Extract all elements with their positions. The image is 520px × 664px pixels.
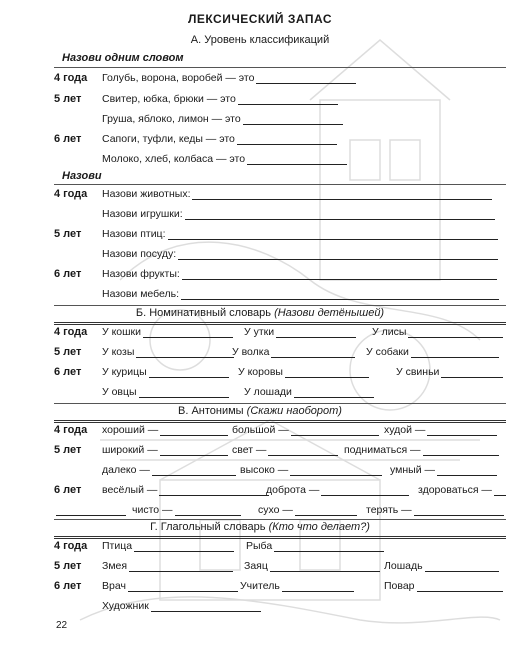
answer-line[interactable] (425, 560, 499, 572)
answer-line[interactable] (414, 504, 504, 516)
page-title: ЛЕКСИЧЕСКИЙ ЗАПАС (187, 12, 333, 26)
antonym-row (54, 424, 514, 440)
verb-item (102, 580, 238, 592)
item-text: У кошки (102, 326, 142, 338)
naming-item (102, 268, 497, 280)
antonym-item (258, 504, 357, 516)
classification-row (54, 153, 514, 169)
item-text: Свитер, юбка, брюки — это (102, 93, 236, 105)
divider (54, 519, 506, 520)
age-label: 5 лет (54, 444, 82, 456)
verb-item (240, 580, 354, 592)
answer-line[interactable] (160, 444, 228, 456)
nominative-item (366, 346, 499, 358)
section-d-heading (0, 521, 520, 533)
item-text: У овцы (102, 386, 137, 398)
section-c-title: В. Антонимы (178, 405, 244, 417)
antonym-item (232, 444, 338, 456)
section-d-instruction: (Кто что делает?) (268, 521, 370, 533)
section-c-heading (0, 405, 520, 417)
naming-item (102, 248, 498, 260)
verb-row (54, 540, 514, 556)
nominative-item (244, 386, 374, 398)
divider (54, 322, 506, 325)
antonym-item (366, 504, 504, 516)
verb-row (54, 580, 514, 596)
section-a-heading: А. Уровень классификаций (190, 34, 330, 46)
answer-line[interactable] (136, 346, 234, 358)
classification-row (54, 113, 514, 129)
item-text: здороваться — (418, 484, 492, 496)
age-label: 6 лет (54, 268, 82, 280)
item-text: У курицы (102, 366, 147, 378)
answer-line[interactable] (247, 153, 347, 165)
answer-line[interactable] (417, 580, 503, 592)
item-text: подниматься — (344, 444, 421, 456)
item-text: Сапоги, туфли, кеды — это (102, 133, 235, 145)
answer-line[interactable] (238, 93, 338, 105)
verb-item (102, 600, 261, 612)
section-b-instruction: (Назови детёнышей) (274, 307, 385, 319)
answer-line[interactable] (285, 366, 369, 378)
section-b-title: Б. Номинативный словарь (135, 307, 271, 319)
item-text: Повар (384, 580, 415, 592)
answer-line[interactable] (494, 484, 506, 496)
age-label: 4 года (54, 424, 88, 436)
item-text: Рыба (246, 540, 273, 552)
answer-line[interactable] (437, 464, 497, 476)
page-number: 22 (56, 620, 68, 631)
section-b-heading (0, 307, 520, 319)
section-a-subheading-1: Назови одним словом (62, 52, 184, 64)
naming-item (102, 288, 499, 300)
item-text: Назови игрушки: (102, 208, 183, 220)
answer-line[interactable] (56, 504, 126, 516)
item-text: У козы (102, 346, 135, 358)
naming-row (54, 208, 514, 224)
age-label: 5 лет (54, 228, 82, 240)
item-text: Назови фрукты: (102, 268, 180, 280)
answer-line[interactable] (178, 248, 498, 260)
antonym-item (102, 464, 236, 476)
answer-line[interactable] (168, 228, 498, 240)
naming-item (102, 228, 498, 240)
antonym-item (418, 484, 506, 496)
antonym-item (232, 424, 379, 436)
nominative-row (54, 386, 514, 402)
item-text: Назови птиц: (102, 228, 166, 240)
antonym-item (240, 464, 382, 476)
answer-line[interactable] (290, 464, 382, 476)
item-text: Лошадь (384, 560, 423, 572)
age-label: 6 лет (54, 366, 82, 378)
naming-item (102, 208, 495, 220)
section-d-title: Г. Глагольный словарь (150, 521, 266, 533)
answer-line[interactable] (185, 208, 495, 220)
naming-row (54, 268, 514, 284)
section-a-subheading-2: Назови (62, 170, 102, 182)
verb-item (384, 580, 503, 592)
answer-line[interactable] (408, 326, 503, 338)
item-text: У лисы (372, 326, 407, 338)
answer-line[interactable] (427, 424, 497, 436)
nominative-row (54, 326, 514, 342)
answer-line[interactable] (294, 386, 374, 398)
item-text: свет — (232, 444, 267, 456)
nominative-item (244, 326, 356, 338)
antonym-row (54, 484, 514, 500)
answer-line[interactable] (182, 268, 497, 280)
item-text: худой — (384, 424, 426, 436)
classification-row (54, 133, 514, 149)
answer-line[interactable] (139, 386, 229, 398)
item-text: Назови посуду: (102, 248, 177, 260)
antonym-item (344, 444, 499, 456)
divider (54, 403, 506, 404)
item-text: Змея (102, 560, 128, 572)
age-label: 5 лет (54, 93, 82, 105)
item-text: широкий — (102, 444, 158, 456)
answer-line[interactable] (271, 346, 355, 358)
answer-line[interactable] (159, 484, 269, 496)
age-label: 6 лет (54, 133, 82, 145)
antonym-item (384, 424, 497, 436)
answer-line[interactable] (151, 600, 261, 612)
nominative-row (54, 346, 514, 362)
item-text: У коровы (238, 366, 283, 378)
item-text: доброта — (266, 484, 320, 496)
item-text: Птица (102, 540, 133, 552)
item-text: Заяц (244, 560, 268, 572)
answer-line[interactable] (243, 113, 343, 125)
age-label: 4 года (54, 540, 88, 552)
item-text: Груша, яблоко, лимон — это (102, 113, 241, 125)
antonym-row (54, 444, 514, 460)
answer-line[interactable] (175, 504, 241, 516)
item-text: большой — (232, 424, 289, 436)
item-text: У собаки (366, 346, 409, 358)
answer-line[interactable] (441, 366, 503, 378)
classification-item (102, 153, 347, 165)
divider (54, 184, 506, 185)
item-text: умный — (390, 464, 435, 476)
divider (54, 305, 506, 306)
antonym-item (102, 424, 228, 436)
answer-line[interactable] (270, 560, 380, 572)
item-text: чисто — (132, 504, 173, 516)
antonym-item (102, 444, 228, 456)
answer-line[interactable] (152, 464, 236, 476)
classification-item (102, 133, 337, 145)
answer-line[interactable] (160, 424, 228, 436)
item-text: У лошади (244, 386, 292, 398)
antonym-item (102, 484, 269, 496)
answer-line[interactable] (274, 540, 384, 552)
naming-row (54, 248, 514, 264)
nominative-item (372, 326, 503, 338)
item-text: Назови животных: (102, 188, 191, 200)
verb-item (102, 540, 234, 552)
classification-item (102, 93, 338, 105)
item-text: Молоко, хлеб, колбаса — это (102, 153, 246, 165)
nominative-item (102, 386, 229, 398)
item-text: Голубь, ворона, воробей — это (102, 72, 255, 84)
age-label: 5 лет (54, 346, 82, 358)
divider (54, 420, 506, 423)
classification-row (54, 72, 514, 88)
answer-line[interactable] (282, 580, 354, 592)
verb-row (54, 560, 514, 576)
verb-item (384, 560, 499, 572)
item-text: терять — (366, 504, 412, 516)
answer-line[interactable] (128, 580, 238, 592)
answer-line[interactable] (192, 188, 492, 200)
antonym-row (54, 464, 514, 480)
item-text: высоко — (240, 464, 289, 476)
age-label: 4 года (54, 326, 88, 338)
answer-line[interactable] (423, 444, 499, 456)
naming-item (102, 188, 492, 200)
nominative-item (238, 366, 369, 378)
age-label: 4 года (54, 188, 88, 200)
answer-line[interactable] (149, 366, 229, 378)
answer-line[interactable] (268, 444, 338, 456)
naming-row (54, 288, 514, 304)
item-text: хороший — (102, 424, 159, 436)
item-text: Учитель (240, 580, 280, 592)
classification-row (54, 93, 514, 109)
answer-line[interactable] (181, 288, 499, 300)
answer-line[interactable] (143, 326, 233, 338)
nominative-item (102, 366, 229, 378)
answer-line[interactable] (321, 484, 409, 496)
answer-line[interactable] (134, 540, 234, 552)
item-text: У свиньи (396, 366, 440, 378)
nominative-row (54, 366, 514, 382)
nominative-item (102, 346, 234, 358)
age-label: 4 года (54, 72, 88, 84)
antonym-item (132, 504, 241, 516)
item-text: сухо — (258, 504, 293, 516)
item-text: весёлый — (102, 484, 158, 496)
antonym-row (54, 504, 514, 520)
section-c-instruction: (Скажи наоборот) (246, 405, 342, 417)
antonym-item (390, 464, 497, 476)
nominative-item (102, 326, 233, 338)
answer-line[interactable] (411, 346, 499, 358)
item-text: У волка (232, 346, 270, 358)
classification-item (102, 72, 356, 84)
antonym-item (266, 484, 409, 496)
divider (54, 536, 506, 539)
answer-line[interactable] (291, 424, 379, 436)
age-label: 6 лет (54, 484, 82, 496)
item-text: Художник (102, 600, 149, 612)
answer-line[interactable] (129, 560, 233, 572)
naming-row (54, 228, 514, 244)
item-text: У утки (244, 326, 275, 338)
item-text: Назови мебель: (102, 288, 180, 300)
verb-row (54, 600, 514, 616)
answer-line[interactable] (256, 72, 356, 84)
nominative-item (396, 366, 503, 378)
age-label: 5 лет (54, 560, 82, 572)
nominative-item (232, 346, 355, 358)
answer-line[interactable] (295, 504, 357, 516)
age-label: 6 лет (54, 580, 82, 592)
verb-item (102, 560, 233, 572)
naming-row (54, 188, 514, 204)
verb-item (244, 560, 380, 572)
divider (54, 67, 506, 68)
classification-item (102, 113, 343, 125)
item-text: далеко — (102, 464, 150, 476)
item-text: Врач (102, 580, 126, 592)
answer-line[interactable] (237, 133, 337, 145)
verb-item (246, 540, 384, 552)
answer-line[interactable] (276, 326, 356, 338)
